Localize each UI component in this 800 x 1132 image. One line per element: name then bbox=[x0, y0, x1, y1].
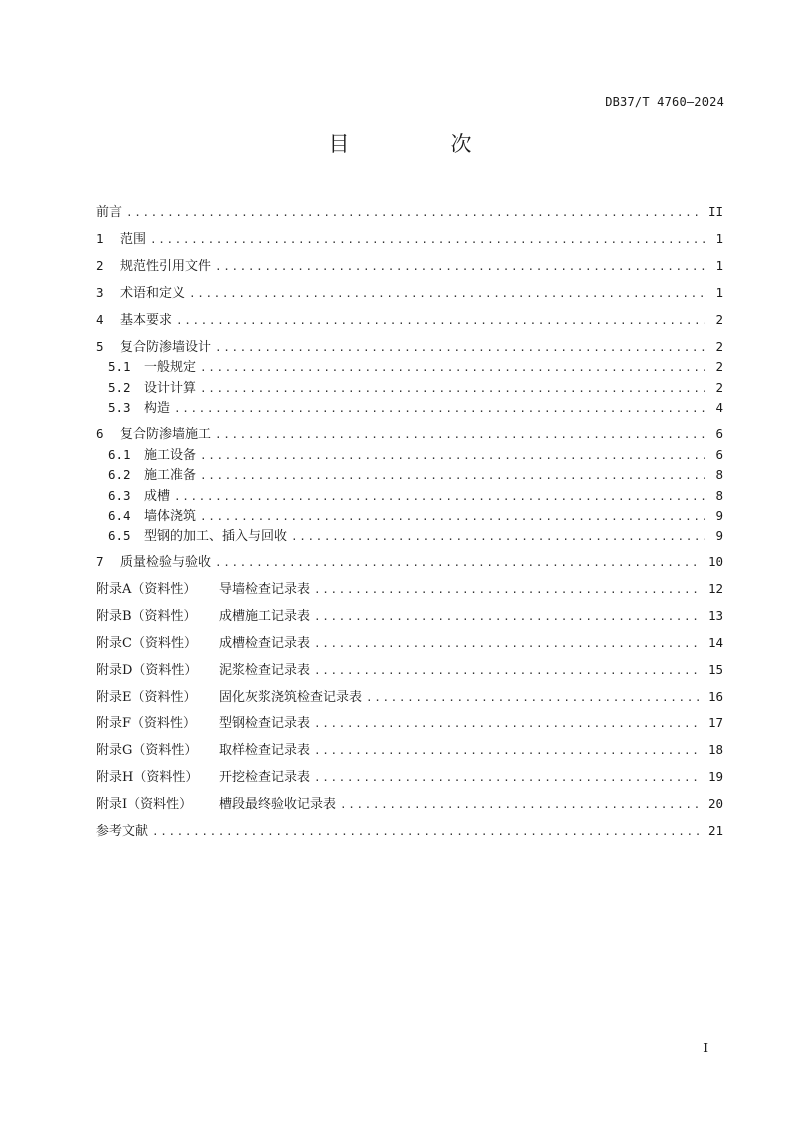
toc-entry-5-2[interactable] bbox=[108, 379, 723, 397]
toc-entry-label: 槽段最终验收记录表 bbox=[219, 797, 337, 812]
toc-leader bbox=[150, 231, 705, 249]
toc-entry-number: 5.1 bbox=[108, 359, 131, 374]
toc-entry-page: 17 bbox=[707, 715, 723, 730]
toc-entry-label: 导墙检查记录表 bbox=[219, 582, 311, 597]
toc-entry-4[interactable] bbox=[96, 311, 723, 329]
toc-entry-number: 5.3 bbox=[108, 400, 131, 415]
toc-entry-label: 范围 bbox=[120, 232, 147, 247]
toc-appendix-prefix: 附录F（资料性） bbox=[96, 716, 197, 731]
toc-entry-number: 1 bbox=[96, 231, 104, 246]
toc-entry-page: 2 bbox=[715, 312, 723, 327]
toc-entry-label: 成槽检查记录表 bbox=[219, 636, 311, 651]
toc-entry-page: 19 bbox=[707, 769, 723, 784]
page-title: 目 次 bbox=[328, 132, 512, 156]
toc-appendix-prefix: 附录C（资料性） bbox=[96, 636, 197, 651]
toc-leader bbox=[314, 742, 702, 760]
toc-leader bbox=[200, 359, 705, 377]
toc-leader bbox=[200, 467, 705, 485]
toc-leader bbox=[215, 426, 705, 444]
toc-entry-6-4[interactable] bbox=[108, 507, 723, 525]
toc-leader bbox=[200, 380, 705, 398]
toc-entry-number: 6.2 bbox=[108, 467, 131, 482]
toc-entry-number: 7 bbox=[96, 554, 104, 569]
toc-leader bbox=[200, 447, 705, 465]
toc-entry-6-3[interactable] bbox=[108, 487, 723, 505]
toc-entry-5-3[interactable] bbox=[108, 399, 723, 417]
toc-entry-page: 16 bbox=[707, 689, 723, 704]
toc-entry-page: 8 bbox=[715, 467, 723, 482]
toc-entry-page: 14 bbox=[707, 635, 723, 650]
toc-leader bbox=[314, 662, 702, 680]
toc-entry-1[interactable] bbox=[96, 230, 723, 248]
toc-leader bbox=[314, 769, 702, 787]
toc-appendix-prefix: 附录B（资料性） bbox=[96, 609, 197, 624]
toc-entry-appendix-h[interactable] bbox=[96, 768, 723, 786]
toc-entry-label: 泥浆检查记录表 bbox=[219, 663, 311, 678]
toc-leader bbox=[314, 608, 702, 626]
toc-entry-label: 复合防渗墙设计 bbox=[120, 340, 212, 355]
toc-entry-label: 成槽 bbox=[144, 489, 171, 504]
toc-appendix-prefix: 附录A（资料性） bbox=[96, 582, 197, 597]
toc-leader bbox=[126, 204, 702, 222]
toc-leader bbox=[176, 312, 705, 330]
toc-entry-appendix-b[interactable] bbox=[96, 607, 723, 625]
toc-appendix-prefix: 附录H（资料性） bbox=[96, 770, 199, 785]
toc-entry-appendix-i[interactable] bbox=[96, 795, 723, 813]
toc-entry-page: 13 bbox=[707, 608, 723, 623]
toc-entry-label: 取样检查记录表 bbox=[219, 743, 311, 758]
toc-appendix-prefix: 附录E（资料性） bbox=[96, 690, 197, 705]
toc-entry-label: 复合防渗墙施工 bbox=[120, 427, 212, 442]
toc-entry-page: 20 bbox=[707, 796, 723, 811]
toc-entry-number: 2 bbox=[96, 258, 104, 273]
toc-entry-label: 一般规定 bbox=[144, 360, 197, 375]
toc-entry-5[interactable] bbox=[96, 338, 723, 356]
toc-leader bbox=[174, 488, 705, 506]
toc-entry-appendix-g[interactable] bbox=[96, 741, 723, 759]
toc-entry-page: 15 bbox=[707, 662, 723, 677]
toc-appendix-prefix: 附录D（资料性） bbox=[96, 663, 198, 678]
toc-entry-appendix-f[interactable] bbox=[96, 714, 723, 732]
toc-entry-page: 2 bbox=[715, 339, 723, 354]
toc-entry-label: 规范性引用文件 bbox=[120, 259, 212, 274]
toc-entry-page: 21 bbox=[707, 823, 723, 838]
toc-entry-page: 18 bbox=[707, 742, 723, 757]
toc-entry-page: 10 bbox=[707, 554, 723, 569]
standard-code: DB37/T 4760—2024 bbox=[605, 95, 724, 109]
toc-leader bbox=[215, 554, 702, 572]
toc-leader bbox=[314, 715, 702, 733]
toc-entry-number: 6 bbox=[96, 426, 104, 441]
toc-entry-label: 型钢检查记录表 bbox=[219, 716, 311, 731]
toc-entry-appendix-d[interactable] bbox=[96, 661, 723, 679]
toc-entry-number: 6.1 bbox=[108, 447, 131, 462]
toc-entry-page: 1 bbox=[715, 285, 723, 300]
toc-leader bbox=[174, 400, 705, 418]
toc-entry-appendix-a[interactable] bbox=[96, 580, 723, 598]
toc-entry-page: 6 bbox=[715, 447, 723, 462]
toc-entry-label: 前言 bbox=[96, 205, 123, 220]
toc-entry-page: 6 bbox=[715, 426, 723, 441]
toc-entry-number: 6.5 bbox=[108, 528, 131, 543]
toc-leader bbox=[314, 581, 702, 599]
toc-entry-page: 1 bbox=[715, 231, 723, 246]
toc-entry-6-1[interactable] bbox=[108, 446, 723, 464]
footer-page-number: I bbox=[703, 1041, 708, 1055]
toc-entry-label: 设计计算 bbox=[144, 381, 197, 396]
toc-leader bbox=[366, 689, 702, 707]
toc-entry-number: 5 bbox=[96, 339, 104, 354]
toc-entry-label: 固化灰浆浇筑检查记录表 bbox=[219, 690, 363, 705]
toc-entry-label: 墙体浇筑 bbox=[144, 509, 197, 524]
toc-entry-page: 9 bbox=[715, 508, 723, 523]
toc-entry-number: 4 bbox=[96, 312, 104, 327]
toc-leader bbox=[152, 823, 702, 841]
toc-entry-page: 2 bbox=[715, 359, 723, 374]
toc-entry-number: 6.4 bbox=[108, 508, 131, 523]
toc-entry-6[interactable] bbox=[96, 425, 723, 443]
toc-entry-page: 12 bbox=[707, 581, 723, 596]
toc-leader bbox=[215, 339, 705, 357]
toc-leader bbox=[200, 508, 705, 526]
toc-entry-page: II bbox=[707, 204, 723, 219]
toc-entry-page: 4 bbox=[715, 400, 723, 415]
toc-entry-label: 施工准备 bbox=[144, 468, 197, 483]
toc-entry-appendix-c[interactable] bbox=[96, 634, 723, 652]
toc-entry-label: 基本要求 bbox=[120, 313, 173, 328]
toc-entry-page: 2 bbox=[715, 380, 723, 395]
toc-entry-label: 开挖检查记录表 bbox=[219, 770, 311, 785]
toc-entry-number: 3 bbox=[96, 285, 104, 300]
toc-entry-references[interactable] bbox=[96, 822, 723, 840]
toc-appendix-prefix: 附录I（资料性） bbox=[96, 797, 193, 812]
toc-entry-label: 术语和定义 bbox=[120, 286, 186, 301]
toc-entry-number: 5.2 bbox=[108, 380, 131, 395]
toc-leader bbox=[215, 258, 705, 276]
toc-entry-label: 型钢的加工、插入与回收 bbox=[144, 529, 288, 544]
toc-entry-label: 参考文献 bbox=[96, 824, 149, 839]
toc-entry-7[interactable] bbox=[96, 553, 723, 571]
toc-leader bbox=[291, 528, 705, 546]
toc-entry-page: 8 bbox=[715, 488, 723, 503]
toc-entry-2[interactable] bbox=[96, 257, 723, 275]
toc-entry-5-1[interactable] bbox=[108, 358, 723, 376]
toc-entry-page: 1 bbox=[715, 258, 723, 273]
toc-appendix-prefix: 附录G（资料性） bbox=[96, 743, 198, 758]
toc-entry-label: 质量检验与验收 bbox=[120, 555, 212, 570]
toc-entry-number: 6.3 bbox=[108, 488, 131, 503]
toc-entry-foreword[interactable] bbox=[96, 203, 723, 221]
toc-entry-6-2[interactable] bbox=[108, 466, 723, 484]
toc-entry-appendix-e[interactable] bbox=[96, 688, 723, 706]
toc-entry-label: 构造 bbox=[144, 401, 171, 416]
toc-leader bbox=[189, 285, 705, 303]
toc-entry-3[interactable] bbox=[96, 284, 723, 302]
toc-leader bbox=[340, 796, 702, 814]
toc-entry-label: 施工设备 bbox=[144, 448, 197, 463]
toc-entry-label: 成槽施工记录表 bbox=[219, 609, 311, 624]
toc-entry-page: 9 bbox=[715, 528, 723, 543]
toc-leader bbox=[314, 635, 702, 653]
toc-entry-6-5[interactable] bbox=[108, 527, 723, 545]
